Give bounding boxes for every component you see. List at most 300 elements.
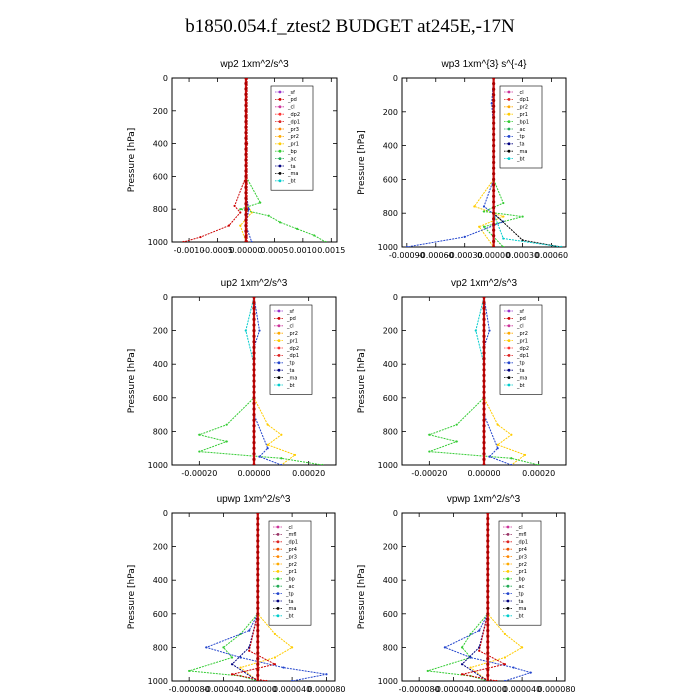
- data-point: [502, 215, 504, 217]
- legend-label: _dp1: [287, 353, 300, 360]
- legend-marker: [278, 376, 281, 379]
- center-point: [482, 407, 485, 410]
- legend-label: _pr2: [516, 561, 527, 568]
- data-point: [444, 646, 446, 648]
- center-point: [244, 120, 247, 123]
- data-point: [497, 424, 499, 426]
- center-point: [486, 651, 489, 654]
- legend-label: _dp2: [287, 345, 300, 352]
- center-point: [486, 528, 489, 531]
- legend-marker: [277, 600, 280, 603]
- y-axis-label: Pressure [hPa]: [127, 564, 137, 630]
- center-point: [256, 674, 259, 677]
- legend-label: _pr1: [517, 112, 528, 118]
- series-line-bp: [428, 513, 488, 681]
- legend-label: _bp: [516, 576, 525, 583]
- data-point: [504, 680, 506, 682]
- legend-label: _bt: [287, 382, 295, 389]
- center-point: [482, 402, 485, 405]
- x-tick-label: 0.000040: [273, 685, 312, 694]
- legend-marker: [278, 339, 281, 342]
- legend-marker: [507, 600, 510, 603]
- x-tick-label: -0.0010: [173, 246, 205, 255]
- center-point: [256, 629, 259, 632]
- center-point: [252, 368, 255, 371]
- data-point: [198, 434, 200, 436]
- y-tick-label: 0: [392, 74, 398, 83]
- legend-marker: [279, 113, 282, 116]
- legend-label: _dp1: [286, 539, 299, 546]
- center-point: [492, 88, 495, 91]
- center-point: [244, 158, 247, 161]
- data-point: [240, 666, 242, 668]
- legend-label: _ac: [517, 126, 526, 133]
- x-tick-label: 0.000040: [503, 685, 542, 694]
- legend-label: _ta: [516, 598, 524, 605]
- data-point: [502, 202, 504, 204]
- center-point: [252, 301, 255, 304]
- legend-label: _ma: [517, 375, 528, 382]
- data-point: [231, 673, 233, 675]
- data-point: [478, 650, 480, 652]
- center-point: [252, 402, 255, 405]
- center-point: [244, 208, 247, 211]
- y-tick-label: 0: [162, 293, 168, 302]
- legend-marker: [508, 120, 511, 123]
- data-point: [321, 464, 323, 466]
- center-point: [486, 539, 489, 542]
- data-point: [291, 680, 293, 682]
- legend-marker: [508, 376, 511, 379]
- x-tick-label: 0.0015: [317, 246, 346, 255]
- y-axis-label: Pressure [hPa]: [357, 348, 367, 414]
- legend-label: _ma: [288, 171, 299, 178]
- data-point: [188, 670, 190, 672]
- center-point: [244, 126, 247, 129]
- series-line-pd: [183, 78, 246, 242]
- legend-marker: [507, 577, 510, 580]
- center-point: [486, 511, 489, 514]
- center-point: [256, 679, 259, 682]
- legend-label: _ta: [517, 141, 525, 148]
- legend-label: _bt: [516, 613, 524, 620]
- center-point: [252, 407, 255, 410]
- center-point: [492, 99, 495, 102]
- data-point: [491, 102, 493, 104]
- legend-label: _dp2: [517, 345, 530, 352]
- series-line-pr1: [474, 78, 503, 247]
- center-point: [486, 679, 489, 682]
- data-point: [198, 450, 200, 452]
- center-point: [244, 131, 247, 134]
- center-point: [486, 556, 489, 559]
- data-point: [231, 663, 233, 665]
- center-point: [256, 584, 259, 587]
- center-point: [486, 646, 489, 649]
- center-point: [482, 435, 485, 438]
- legend-marker: [507, 570, 510, 573]
- y-tick-label: 600: [152, 172, 168, 182]
- legend-marker: [507, 563, 510, 566]
- data-point: [502, 246, 504, 248]
- data-point: [483, 210, 485, 212]
- data-point: [233, 205, 235, 207]
- data-point: [228, 225, 230, 227]
- legend-marker: [507, 526, 510, 529]
- data-point: [182, 241, 184, 243]
- center-point: [482, 295, 485, 298]
- legend-label: _tp: [287, 360, 295, 367]
- legend-marker: [279, 150, 282, 153]
- center-point: [482, 413, 485, 416]
- y-tick-label: 400: [152, 576, 168, 586]
- center-point: [486, 517, 489, 520]
- panel-title: wp3 1xm^{3} s^{-4}: [441, 59, 527, 70]
- x-tick-label: 0.00030: [506, 251, 540, 260]
- data-point: [279, 221, 281, 223]
- center-point: [486, 567, 489, 570]
- y-tick-label: 400: [152, 360, 168, 370]
- y-tick-label: 200: [152, 542, 168, 552]
- center-point: [492, 189, 495, 192]
- center-point: [486, 551, 489, 554]
- center-point: [252, 295, 255, 298]
- legend-label: _tp: [286, 591, 294, 598]
- center-point: [256, 551, 259, 554]
- legend-marker: [508, 135, 511, 138]
- legend-marker: [279, 165, 282, 168]
- center-point: [482, 391, 485, 394]
- y-tick-label: 400: [382, 576, 398, 586]
- center-point: [486, 579, 489, 582]
- y-tick-label: 600: [382, 609, 398, 619]
- data-point: [456, 440, 458, 442]
- y-axis-label: Pressure [hPa]: [127, 348, 137, 414]
- data-point: [274, 663, 276, 665]
- center-point: [244, 213, 247, 216]
- center-point: [486, 601, 489, 604]
- data-point: [512, 666, 514, 668]
- legend-label: _ac: [286, 584, 295, 590]
- legend-marker: [277, 548, 280, 551]
- center-point: [482, 346, 485, 349]
- data-point: [259, 202, 261, 204]
- data-point: [294, 454, 296, 456]
- center-point: [482, 463, 485, 466]
- legend-marker: [277, 526, 280, 529]
- center-point: [492, 93, 495, 96]
- center-point: [256, 567, 259, 570]
- y-tick-label: 400: [382, 360, 398, 370]
- center-point: [252, 323, 255, 326]
- y-tick-label: 1000: [147, 677, 168, 686]
- legend-marker: [508, 354, 511, 357]
- center-point: [482, 368, 485, 371]
- y-axis-label: Pressure [hPa]: [127, 127, 137, 193]
- center-point: [244, 169, 247, 172]
- center-point: [252, 391, 255, 394]
- x-tick-label: 0.000080: [537, 685, 576, 694]
- legend-label: _ta: [286, 598, 294, 605]
- center-point: [486, 612, 489, 615]
- center-point: [252, 346, 255, 349]
- center-point: [492, 200, 495, 203]
- data-point: [265, 680, 267, 682]
- center-point: [256, 511, 259, 514]
- y-tick-label: 600: [382, 393, 398, 403]
- center-point: [256, 668, 259, 671]
- y-tick-label: 800: [152, 205, 168, 215]
- center-point: [486, 640, 489, 643]
- legend-marker: [508, 91, 511, 94]
- legend-marker: [508, 98, 511, 101]
- legend-marker: [508, 317, 511, 320]
- center-point: [252, 413, 255, 416]
- data-point: [267, 447, 269, 449]
- legend-marker: [277, 563, 280, 566]
- center-point: [244, 202, 247, 205]
- legend-marker: [508, 347, 511, 350]
- center-point: [256, 612, 259, 615]
- center-point: [256, 640, 259, 643]
- x-tick-label: 0.00000: [237, 469, 271, 478]
- data-point: [268, 215, 270, 217]
- center-point: [486, 635, 489, 638]
- center-point: [492, 234, 495, 237]
- legend-marker: [279, 128, 282, 131]
- data-point: [291, 646, 293, 648]
- center-point: [492, 178, 495, 181]
- center-point: [492, 105, 495, 108]
- series-line-tp: [407, 78, 504, 247]
- center-point: [252, 396, 255, 399]
- center-point: [486, 573, 489, 576]
- center-point: [244, 93, 247, 96]
- center-point: [486, 668, 489, 671]
- data-point: [461, 646, 463, 648]
- center-point: [486, 590, 489, 593]
- center-point: [252, 318, 255, 321]
- center-point: [256, 651, 259, 654]
- legend-label: _dp1: [288, 119, 301, 126]
- y-tick-label: 0: [392, 509, 398, 518]
- legend-marker: [278, 324, 281, 327]
- x-tick-label: 0.0010: [288, 246, 317, 255]
- data-point: [245, 330, 247, 332]
- y-tick-label: 1000: [377, 677, 398, 686]
- data-point: [325, 241, 327, 243]
- center-point: [482, 396, 485, 399]
- center-point: [244, 82, 247, 85]
- y-tick-label: 200: [382, 542, 398, 552]
- legend-label: _cl: [517, 89, 524, 96]
- center-point: [482, 441, 485, 444]
- legend-marker: [507, 540, 510, 543]
- legend-marker: [279, 135, 282, 138]
- center-point: [244, 224, 247, 227]
- legend-label: _pr1: [286, 569, 297, 576]
- center-point: [482, 312, 485, 315]
- y-tick-label: 200: [152, 326, 168, 336]
- panel-title: upwp 1xm^2/s^3: [216, 494, 291, 505]
- data-point: [560, 246, 562, 248]
- y-tick-label: 0: [162, 74, 168, 83]
- legend-marker: [277, 540, 280, 543]
- data-point: [226, 440, 228, 442]
- legend-label: _dp1: [516, 539, 529, 546]
- center-point: [492, 183, 495, 186]
- center-point: [256, 646, 259, 649]
- center-point: [256, 562, 259, 565]
- center-point: [252, 430, 255, 433]
- legend-label: _ac: [516, 584, 525, 590]
- data-point: [239, 208, 241, 210]
- x-tick-label: -0.0005: [202, 246, 233, 255]
- center-point: [252, 357, 255, 360]
- center-point: [256, 528, 259, 531]
- x-tick-label: 0.00000: [467, 469, 501, 478]
- data-point: [530, 672, 532, 674]
- legend-marker: [279, 157, 282, 160]
- legend-marker: [508, 157, 511, 160]
- data-point: [510, 464, 512, 466]
- center-point: [492, 240, 495, 243]
- x-tick-label: 0.00000: [229, 246, 263, 255]
- legend-label: _ma: [516, 606, 527, 613]
- legend-label: _ta: [288, 163, 296, 170]
- center-point: [252, 340, 255, 343]
- center-point: [256, 601, 259, 604]
- center-point: [244, 197, 247, 200]
- center-point: [482, 452, 485, 455]
- center-point: [256, 623, 259, 626]
- y-tick-label: 1000: [147, 238, 168, 247]
- legend-label: _ta: [517, 368, 525, 374]
- center-point: [256, 556, 259, 559]
- center-point: [256, 590, 259, 593]
- data-point: [251, 241, 253, 243]
- legend: [500, 86, 542, 168]
- y-tick-label: 800: [382, 643, 398, 653]
- legend-label: _bt: [288, 178, 296, 185]
- center-point: [244, 142, 247, 145]
- legend-label: _sf: [287, 308, 294, 315]
- center-point: [256, 523, 259, 526]
- center-point: [482, 307, 485, 310]
- center-point: [244, 180, 247, 183]
- legend-marker: [508, 384, 511, 387]
- data-point: [428, 450, 430, 452]
- center-point: [244, 137, 247, 140]
- data-point: [222, 646, 224, 648]
- legend-marker: [277, 533, 280, 536]
- center-point: [486, 545, 489, 548]
- data-point: [325, 673, 327, 675]
- data-point: [502, 237, 504, 239]
- panel-title: vpwp 1xm^2/s^3: [446, 494, 521, 505]
- legend: [269, 521, 311, 625]
- panel-3: [127, 278, 336, 478]
- center-point: [256, 534, 259, 537]
- center-point: [244, 76, 247, 79]
- center-point: [252, 374, 255, 377]
- panel-title: wp2 1xm^2/s^3: [220, 59, 289, 70]
- x-tick-label: -0.00020: [411, 469, 448, 478]
- legend-marker: [279, 120, 282, 123]
- data-point: [274, 633, 276, 635]
- legend-label: _pr2: [517, 331, 528, 337]
- legend-label: _tp: [517, 360, 525, 367]
- center-point: [244, 164, 247, 167]
- center-point: [244, 229, 247, 232]
- legend-marker: [508, 339, 511, 342]
- legend-label: _pr2: [286, 561, 297, 568]
- center-point: [482, 357, 485, 360]
- y-tick-label: 200: [382, 107, 398, 117]
- data-point: [470, 666, 472, 668]
- y-tick-label: 800: [152, 427, 168, 437]
- center-point: [256, 618, 259, 621]
- center-point: [244, 147, 247, 150]
- data-point: [427, 670, 429, 672]
- y-tick-label: 800: [382, 209, 398, 219]
- legend-label: _pr1: [517, 338, 528, 345]
- legend-marker: [279, 142, 282, 145]
- legend-label: _ma: [286, 606, 297, 613]
- data-point: [199, 236, 201, 238]
- data-point: [280, 434, 282, 436]
- center-point: [492, 110, 495, 113]
- center-point: [244, 104, 247, 107]
- center-point: [482, 363, 485, 366]
- center-point: [492, 155, 495, 158]
- legend-label: _dp2: [288, 112, 301, 118]
- legend-marker: [278, 347, 281, 350]
- center-point: [486, 629, 489, 632]
- legend-label: _bt: [517, 382, 525, 389]
- center-point: [486, 663, 489, 666]
- center-point: [244, 175, 247, 178]
- x-tick-label: -0.00090: [388, 251, 425, 260]
- center-point: [492, 121, 495, 124]
- center-point: [252, 307, 255, 310]
- center-point: [256, 663, 259, 666]
- center-point: [252, 379, 255, 382]
- legend-label: _bp: [286, 576, 295, 583]
- x-tick-label: 0.000000: [468, 685, 507, 694]
- center-point: [244, 219, 247, 222]
- data-point: [504, 633, 506, 635]
- legend-label: _cl: [287, 323, 294, 330]
- center-point: [492, 138, 495, 141]
- center-point: [482, 447, 485, 450]
- center-point: [256, 607, 259, 610]
- panel-4: [357, 278, 566, 478]
- center-point: [482, 430, 485, 433]
- y-tick-label: 200: [152, 106, 168, 116]
- center-point: [252, 452, 255, 455]
- center-point: [244, 98, 247, 101]
- center-point: [492, 167, 495, 170]
- center-point: [482, 424, 485, 427]
- legend-label: _sf: [288, 89, 295, 96]
- legend-label: _pr2: [287, 331, 298, 337]
- legend-marker: [277, 570, 280, 573]
- y-tick-label: 600: [152, 609, 168, 619]
- center-point: [252, 335, 255, 338]
- center-point: [256, 539, 259, 542]
- legend-label: _pr2: [517, 104, 528, 111]
